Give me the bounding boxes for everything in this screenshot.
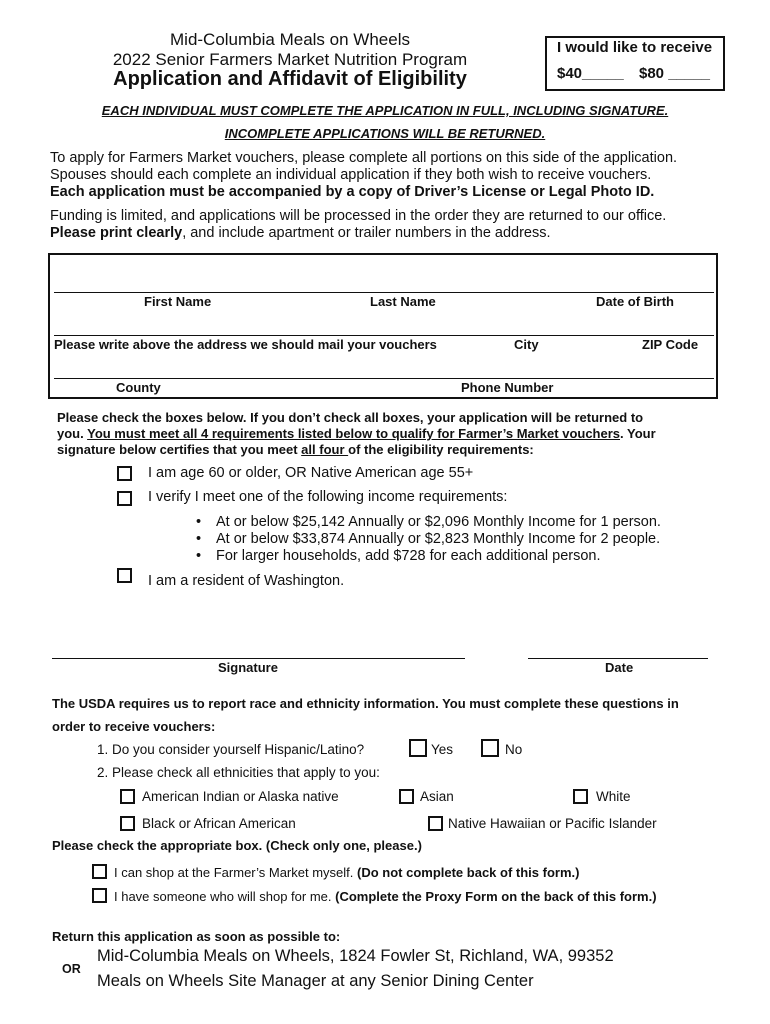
program-name: 2022 Senior Farmers Market Nutrition Program <box>112 50 468 69</box>
date-label: Date <box>605 660 634 675</box>
usda-intro-1: The USDA requires us to report race and ethnicity information. You must complete these questions in <box>52 696 679 711</box>
signature-label: Signature <box>218 660 278 675</box>
intro-line-2: Spouses should each complete an individual application if they both wish to receive vouchers. <box>50 167 652 183</box>
aian-label: American Indian or Alaska native <box>142 789 339 804</box>
name-line[interactable] <box>54 292 714 293</box>
usda-intro-2: order to receive vouchers: <box>52 719 216 734</box>
intro-line-5-rest: , and include apartment or trailer numbers in the address. <box>182 225 551 241</box>
return-address-1: Mid-Columbia Meals on Wheels, 1824 Fowler St, Richland, WA, 99352 <box>97 947 614 965</box>
eligibility-instr-3 <box>57 442 534 457</box>
receive-title: I would like to receive <box>557 39 713 56</box>
voucher-amount-box <box>545 36 725 91</box>
org-name: Mid-Columbia Meals on Wheels <box>170 30 410 49</box>
hispanic-no-checkbox[interactable] <box>481 739 499 757</box>
date-line[interactable] <box>528 658 708 659</box>
applicant-info-box <box>48 253 718 399</box>
dob-label: Date of Birth <box>596 294 674 309</box>
address-line[interactable] <box>54 335 714 336</box>
intro-line-5 <box>50 225 551 241</box>
print-clearly: Please print clearly <box>50 225 183 241</box>
return-address-2: Meals on Wheels Site Manager at any Senior Dining Center <box>97 972 534 990</box>
age-requirement: I am age 60 or older, OR Native American age 55+ <box>148 465 474 481</box>
proxy-shopper-text: I have someone who will shop for me. <box>114 889 336 904</box>
hispanic-question: 1. Do you consider yourself Hispanic/Latino? <box>97 742 365 757</box>
county-label: County <box>116 380 161 395</box>
notice-line-1: EACH INDIVIDUAL MUST COMPLETE THE APPLICATION IN FULL, INCLUDING SIGNATURE. <box>101 103 669 118</box>
white-label: White <box>596 789 631 804</box>
intro-id-requirement: Each application must be accompanied by a copy of Driver’s License or Legal Photo ID. <box>50 184 655 200</box>
nhpi-checkbox[interactable] <box>428 816 443 831</box>
page-title: Application and Affidavit of Eligibility <box>113 68 467 90</box>
nhpi-label: Native Hawaiian or Pacific Islander <box>448 816 657 831</box>
income-bullet-1-text: At or below $25,142 Annually or $2,096 Monthly Income for 1 person. <box>216 514 661 530</box>
first-name-label: First Name <box>144 294 212 309</box>
return-title: Return this application as soon as possible to: <box>52 929 341 944</box>
instr-2-underlined: You must meet all 4 requirements listed below to qualify for Farmer’s Market vouchers <box>87 426 621 441</box>
county-phone-line[interactable] <box>54 378 714 379</box>
income-requirement: I verify I meet one of the following income requirements: <box>148 489 508 505</box>
return-or: OR <box>62 962 81 976</box>
instr-2c: . Your <box>620 426 656 441</box>
ethnicity-question: 2. Please check all ethnicities that apply to you: <box>97 765 380 780</box>
white-checkbox[interactable] <box>573 789 588 804</box>
intro-line-1: To apply for Farmers Market vouchers, please complete all portions on this side of the application. <box>50 150 678 166</box>
hispanic-yes-label: Yes <box>431 742 454 757</box>
last-name-label: Last Name <box>370 294 436 309</box>
city-label: City <box>514 337 539 352</box>
zip-label: ZIP Code <box>642 337 699 352</box>
instr-2a: you. <box>57 426 88 441</box>
shopping-instr: Please check the appropriate box. (Check only one, please.) <box>52 838 422 853</box>
age-checkbox[interactable] <box>117 466 132 481</box>
shop-myself-text: I can shop at the Farmer’s Market myself. <box>114 865 357 880</box>
resident-requirement: I am a resident of Washington. <box>148 573 345 589</box>
black-label: Black or African American <box>142 816 296 831</box>
income-bullet-3-text: For larger households, add $728 for each additional person. <box>216 548 601 564</box>
shop-myself-note: (Do not complete back of this form.) <box>357 865 580 880</box>
hispanic-no-label: No <box>505 742 523 757</box>
resident-checkbox[interactable] <box>117 568 132 583</box>
signature-line[interactable] <box>52 658 465 659</box>
receive-option-80[interactable]: $80 _____ <box>639 65 710 82</box>
eligibility-instr-1: Please check the boxes below. If you don’t check all boxes, your application will be returned to <box>57 410 644 425</box>
notice-line-2: INCOMPLETE APPLICATIONS WILL BE RETURNED. <box>224 126 546 141</box>
phone-label: Phone Number <box>461 380 554 395</box>
asian-checkbox[interactable] <box>399 789 414 804</box>
income-bullet-2-text: At or below $33,874 Annually or $2,823 Monthly Income for 2 people. <box>216 531 661 547</box>
intro-line-4: Funding is limited, and applications will be processed in the order they are returned to our office. <box>50 208 667 224</box>
income-bullet-2: • At or below $33,874 Annually or $2,823 Monthly Income for 2 people. <box>196 531 661 547</box>
proxy-shopper-label <box>114 889 657 904</box>
receive-option-40[interactable]: $40_____ <box>557 65 624 82</box>
proxy-shopper-note: (Complete the Proxy Form on the back of this form.) <box>335 889 657 904</box>
instr-3-all-four: all four <box>301 442 349 457</box>
income-bullet-1: • At or below $25,142 Annually or $2,096 Monthly Income for 1 person. <box>196 514 661 530</box>
eligibility-instr-2 <box>57 426 656 441</box>
income-checkbox[interactable] <box>117 491 132 506</box>
address-label: Please write above the address we should mail your vouchers <box>54 337 437 352</box>
aian-checkbox[interactable] <box>120 789 135 804</box>
asian-label: Asian <box>420 789 454 804</box>
proxy-shopper-checkbox[interactable] <box>92 888 107 903</box>
black-checkbox[interactable] <box>120 816 135 831</box>
shop-myself-label <box>114 865 579 880</box>
instr-3a: signature below certifies that you meet <box>57 442 302 457</box>
income-bullet-3: • For larger households, add $728 for each additional person. <box>196 548 601 564</box>
instr-3c: of the eligibility requirements: <box>348 442 534 457</box>
hispanic-yes-checkbox[interactable] <box>409 739 427 757</box>
shop-myself-checkbox[interactable] <box>92 864 107 879</box>
